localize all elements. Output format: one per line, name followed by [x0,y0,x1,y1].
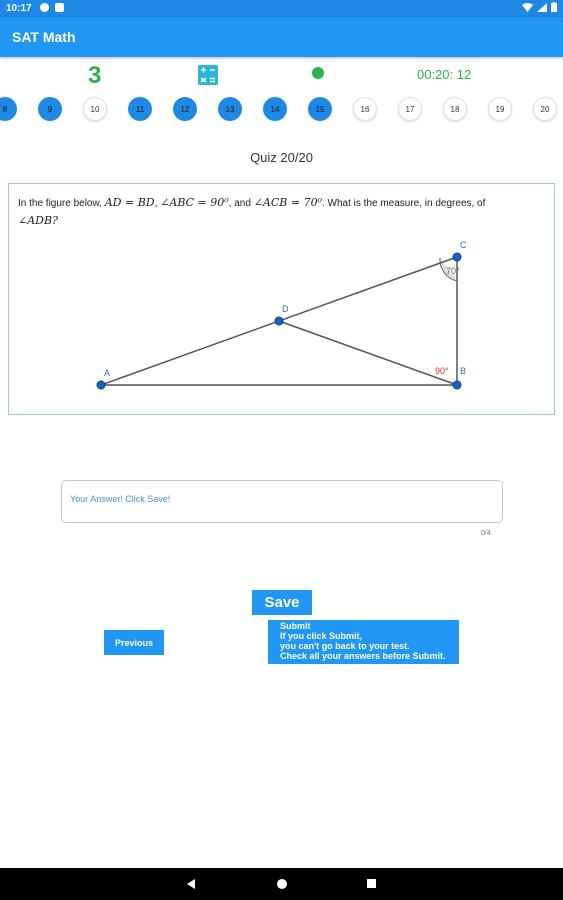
question-number-8[interactable]: 8 [0,97,17,121]
question-number-16[interactable]: 16 [353,97,377,121]
save-button[interactable]: Save [252,590,312,615]
question-number-18[interactable]: 18 [443,97,467,121]
submit-warning-2: you can't go back to your test. [280,641,410,651]
quiz-title: Quiz 20/20 [250,150,313,165]
question-number-11[interactable]: 11 [128,97,152,121]
question-text: In the figure below, AD = BD, ∠ABC = 90⁰, and ∠ACB = 70⁰. What is the measure, in degrees, of ∠ADB? [18,196,486,227]
question-number-strip[interactable] [0,97,563,123]
angle-b-label: 90° [435,366,449,376]
angle-c-label: 70° [446,266,460,276]
answer-input[interactable] [68,493,492,505]
system-nav-bar [0,868,563,900]
question-eq2: ∠ABC = 90⁰ [160,196,229,209]
question-number-14[interactable]: 14 [263,97,287,121]
submit-title: Submit [280,621,311,631]
point-a-label: A [104,368,111,378]
recents-icon[interactable] [367,879,376,888]
segment-db [279,321,457,385]
point-b-label: B [460,366,467,376]
submit-warning-1: If you click Submit, [280,631,363,641]
back-icon[interactable] [187,879,195,889]
wifi-icon [522,3,533,12]
point-c-label: C [460,240,467,250]
question-number-20[interactable]: 20 [533,97,557,121]
status-bar [0,0,563,17]
question-number-15[interactable]: 15 [308,97,332,121]
question-suffix: . What is the measure, in degrees, of [321,198,486,209]
point-b-marker [453,381,461,389]
point-c-marker [453,253,461,261]
status-icons [522,2,557,12]
question-eq1: AD = BD [104,196,155,209]
app-bar [0,17,563,57]
stopwatch-icon [312,67,324,79]
status-time: 10:17 [6,3,32,14]
question-number-10[interactable]: 10 [83,97,107,121]
question-eq3: ∠ACB = 70⁰ [253,196,322,209]
signal-icon [537,3,547,12]
answer-field[interactable] [61,480,503,523]
calculator-icon[interactable] [198,65,218,85]
question-box [8,183,555,415]
answer-counter: 0/4 [481,530,491,537]
stats-row [0,60,563,90]
question-number-19[interactable]: 19 [488,97,512,121]
submit-warning-3: Check all your answers before Submit. [280,651,446,661]
point-d-marker [275,317,283,325]
question-number-17[interactable]: 17 [398,97,422,121]
triangle-figure [9,184,556,416]
question-number-12[interactable]: 12 [173,97,197,121]
score-value: 3 [88,62,102,89]
question-prefix: In the figure below, [18,198,102,209]
sim-icon [55,3,64,12]
calculator-glyph [198,65,218,85]
previous-button[interactable]: Previous [104,630,164,655]
question-number-9[interactable]: 9 [38,97,62,121]
question-number-13[interactable]: 13 [218,97,242,121]
app-title: SAT Math [12,29,76,45]
submit-button[interactable] [268,620,459,664]
point-d-label: D [282,304,289,314]
cast-icon [40,3,49,12]
point-a-marker [97,381,105,389]
home-icon[interactable] [277,879,287,889]
question-eq4: ∠ADB? [18,214,58,227]
battery-icon [551,2,557,12]
timer-value: 00:20: 12 [417,67,472,82]
question-and: , and [228,198,251,209]
